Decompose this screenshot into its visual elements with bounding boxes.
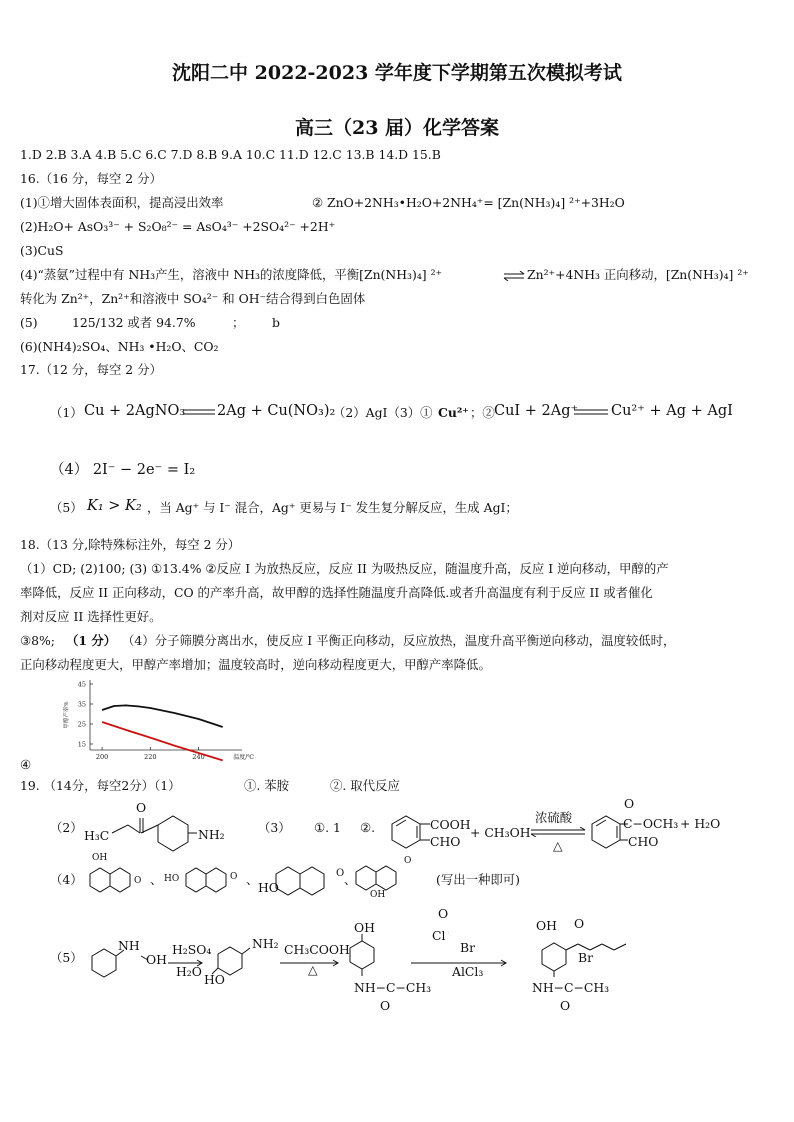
q16-line4c: 转化为 Zn²⁺，Zn²⁺和溶液中 SO₄²⁻ 和 OH⁻结合得到白色固体 — [20, 291, 366, 306]
q19-answer1: ①. 苯胺 — [244, 778, 290, 793]
step5-oh: OH — [536, 918, 557, 933]
q16-line5-label: (5) — [20, 315, 38, 330]
q19-part2-label: （2） — [50, 820, 83, 835]
q18-line4b: （1 分） — [66, 633, 117, 648]
page-title: 沈阳二中 2022-2023 学年度下学期第五次模拟考试 — [172, 62, 622, 84]
step2-heat: △ — [308, 962, 318, 977]
step2-ho: HO — [204, 972, 225, 987]
q19-part4-label: （4） — [50, 872, 83, 887]
q16-header: 16.（16 分，每空 2 分） — [20, 171, 162, 186]
isomer2-ho: HO — [164, 874, 180, 884]
isomer-sep1: 、 — [150, 872, 163, 887]
step1-reagent: H₂SO₄ — [172, 942, 212, 957]
q16-line2: (2)H₂O+ AsO₃³⁻ + S₂O₈²⁻ = AsO₄³⁻ +2SO₄²⁻ +2H⁺ — [20, 219, 336, 234]
y-tick-label: 35 — [77, 700, 86, 709]
ketone-ch3-label: H₃C — [84, 828, 110, 843]
q19-part3-label: （3） — [258, 820, 291, 835]
step3-amide: NH−C−CH₃ — [354, 980, 432, 995]
x-tick-label: 200 — [95, 753, 109, 761]
q18-line4a: ③8%; — [20, 633, 55, 648]
q17-eq2-left: CuI + 2Ag⁺ — [494, 403, 579, 419]
equals-bar-icon — [183, 409, 215, 415]
q18-line4c: （4）分子筛膜分离出水，使反应 I 平衡正向移动，反应放热，温度升高平衡逆向移动，温度较低时， — [122, 633, 676, 648]
step5-o: O — [574, 916, 585, 931]
q17-line1-mid2: ；② — [470, 405, 495, 420]
step4-cl: Cl — [432, 928, 446, 943]
q16-line1b: ② ZnO+2NH₃•H₂O+2NH₄⁺= [Zn(NH₃)₄] ²⁺+3H₂O — [312, 195, 625, 210]
q16-line4a: (4)“蒸氨”过程中有 NH₃产生，溶液中 NH₃的浓度降低，平衡[Zn(NH₃)₄] ²⁺ — [20, 267, 443, 282]
isomer2-o: O — [230, 872, 238, 882]
q17-eq2-right: Cu²⁺ + Ag + AgI — [611, 403, 733, 419]
step1-nh: NH — [118, 938, 140, 953]
y-tick-label: 15 — [77, 740, 86, 749]
product-ester: C−OCH₃ — [623, 816, 679, 831]
isomer1-oh: OH — [92, 853, 108, 863]
step1-solvent: H₂O — [176, 964, 202, 979]
ketone-o-label: O — [136, 800, 147, 815]
product-ring-structure — [588, 812, 628, 860]
q18-line1: （1）CD; (2)100; (3) ①13.4% ②反应 I 为放热反应，反应 II 为吸热反应，随温度升高，反应 I 逆向移动，甲醇的产 — [20, 561, 669, 576]
q19-header: 19. （14分，每空2分）（1） — [20, 778, 181, 793]
step2-reagent: CH₃COOH — [284, 942, 350, 957]
series-line-2 — [102, 722, 223, 760]
x-axis-label: 温度/℃ — [233, 754, 254, 761]
q18-line2: 率降低，反应 II 正向移动，CO 的产率升高，故甲醇的选择性随温度升高降低.或者升高温度有利于反应 II 或者催化 — [20, 585, 653, 600]
step5-br: Br — [578, 950, 594, 965]
isomer4-oh: OH — [370, 890, 386, 900]
equilibrium-arrow-icon — [503, 271, 525, 281]
q19-part3-answer1: ①. 1 — [314, 820, 341, 835]
x-tick-label: 220 — [144, 753, 157, 761]
step4-br: Br — [460, 940, 476, 955]
isomer3-o: O — [336, 868, 345, 879]
q17-line5-prefix: （5） — [50, 500, 83, 515]
step4-o: O — [438, 906, 449, 921]
isomer-sep3: 、 — [344, 872, 357, 887]
q19-answer2: ②. 取代反应 — [330, 778, 400, 793]
q17-line5-text: ，当 Ag⁺ 与 I⁻ 混合，Ag⁺ 更易与 I⁻ 发生复分解反应，生成 AgI； — [147, 500, 518, 515]
q17-line1-prefix: （1） — [50, 405, 83, 420]
step4-catalyst: AlCl₃ — [452, 964, 484, 979]
equilibrium-arrow-icon — [530, 827, 586, 837]
q17-eq1-right: 2Ag + Cu(NO₃)₂ — [217, 403, 336, 419]
step5-amide-o: O — [560, 998, 571, 1013]
mc-answers: 1.D 2.B 3.A 4.B 5.C 6.C 7.D 8.B 9.A 10.C 11.D 12.C 13.B 14.D 15.B — [20, 147, 441, 162]
step2-nh2: NH₂ — [252, 936, 279, 951]
q17-cu-ion: Cu²⁺ — [438, 405, 469, 420]
ketone-nh2-label: NH₂ — [198, 827, 225, 842]
reaction-condition-bottom: △ — [553, 838, 563, 853]
y-tick-label: 45 — [77, 680, 86, 689]
q17-eq1-left: Cu + 2AgNO₃ — [84, 403, 186, 419]
reactant-cho: CHO — [430, 834, 461, 849]
q19-part3-answer2: ②. — [360, 820, 376, 835]
q18-header: 18.（13 分,除特殊标注外，每空 2 分） — [20, 537, 241, 552]
reactant-cooh: COOH — [430, 817, 471, 832]
q18-line5: 正向移动程度更大，甲醇产率增加；温度较高时，逆向移动程度更大，甲醇产率降低。 — [20, 657, 491, 672]
y-axis-label: 甲醇产率% — [64, 701, 70, 729]
page-subtitle: 高三（23 届）化学答案 — [294, 117, 500, 139]
q16-line5-value: 125/132 或者 94.7% — [72, 315, 196, 330]
product-o-label: O — [624, 796, 635, 811]
isomer3-ho: HO — [258, 880, 279, 895]
isomer4-o: O — [404, 856, 412, 866]
q17-line1-mid: （2）AgI（3）① — [333, 405, 433, 420]
q16-line5-sep: ； — [232, 315, 245, 330]
q19-part4-note: (写出一种即可) — [436, 872, 521, 887]
q18-line3: 剂对反应 II 选择性更好。 — [20, 609, 162, 624]
q16-line4b: Zn²⁺+4NH₃ 正向移动，[Zn(NH₃)₄] ²⁺ — [527, 267, 749, 282]
reactant-methanol: + CH₃OH — [470, 825, 531, 840]
series-line-1 — [102, 705, 223, 727]
q18-line6: ④ — [20, 757, 32, 772]
x-tick-label: 240 — [192, 753, 205, 761]
q19-part5-label: （5） — [50, 950, 83, 965]
isomer-sep2: 、 — [246, 872, 259, 887]
q16-line3: (3)CuS — [20, 243, 64, 258]
step1-oh: OH — [146, 952, 167, 967]
q16-line5-answer: b — [272, 315, 280, 330]
q17-line5-k: K₁ > K₂ — [87, 498, 142, 514]
y-tick-label: 25 — [77, 720, 86, 729]
q16-line1a: (1)①增大固体表面积，提高浸出效率 — [20, 195, 224, 210]
q16-line6: (6)(NH4)₂SO₄、NH₃ •H₂O、CO₂ — [20, 339, 219, 354]
reaction-condition-top: 浓硫酸 — [535, 810, 573, 825]
q17-line4: （4） 2I⁻ − 2e⁻ = I₂ — [50, 462, 196, 478]
step5-amide: NH−C−CH₃ — [532, 980, 610, 995]
product-cho: CHO — [628, 834, 659, 849]
step3-oh: OH — [354, 920, 375, 935]
methanol-yield-chart — [60, 674, 270, 770]
q17-header: 17.（12 分，每空 2 分） — [20, 362, 162, 377]
equals-bar-icon — [574, 409, 608, 415]
step3-amide-o: O — [380, 998, 391, 1013]
product-water: + H₂O — [680, 816, 721, 831]
isomer1-o: O — [134, 876, 142, 886]
